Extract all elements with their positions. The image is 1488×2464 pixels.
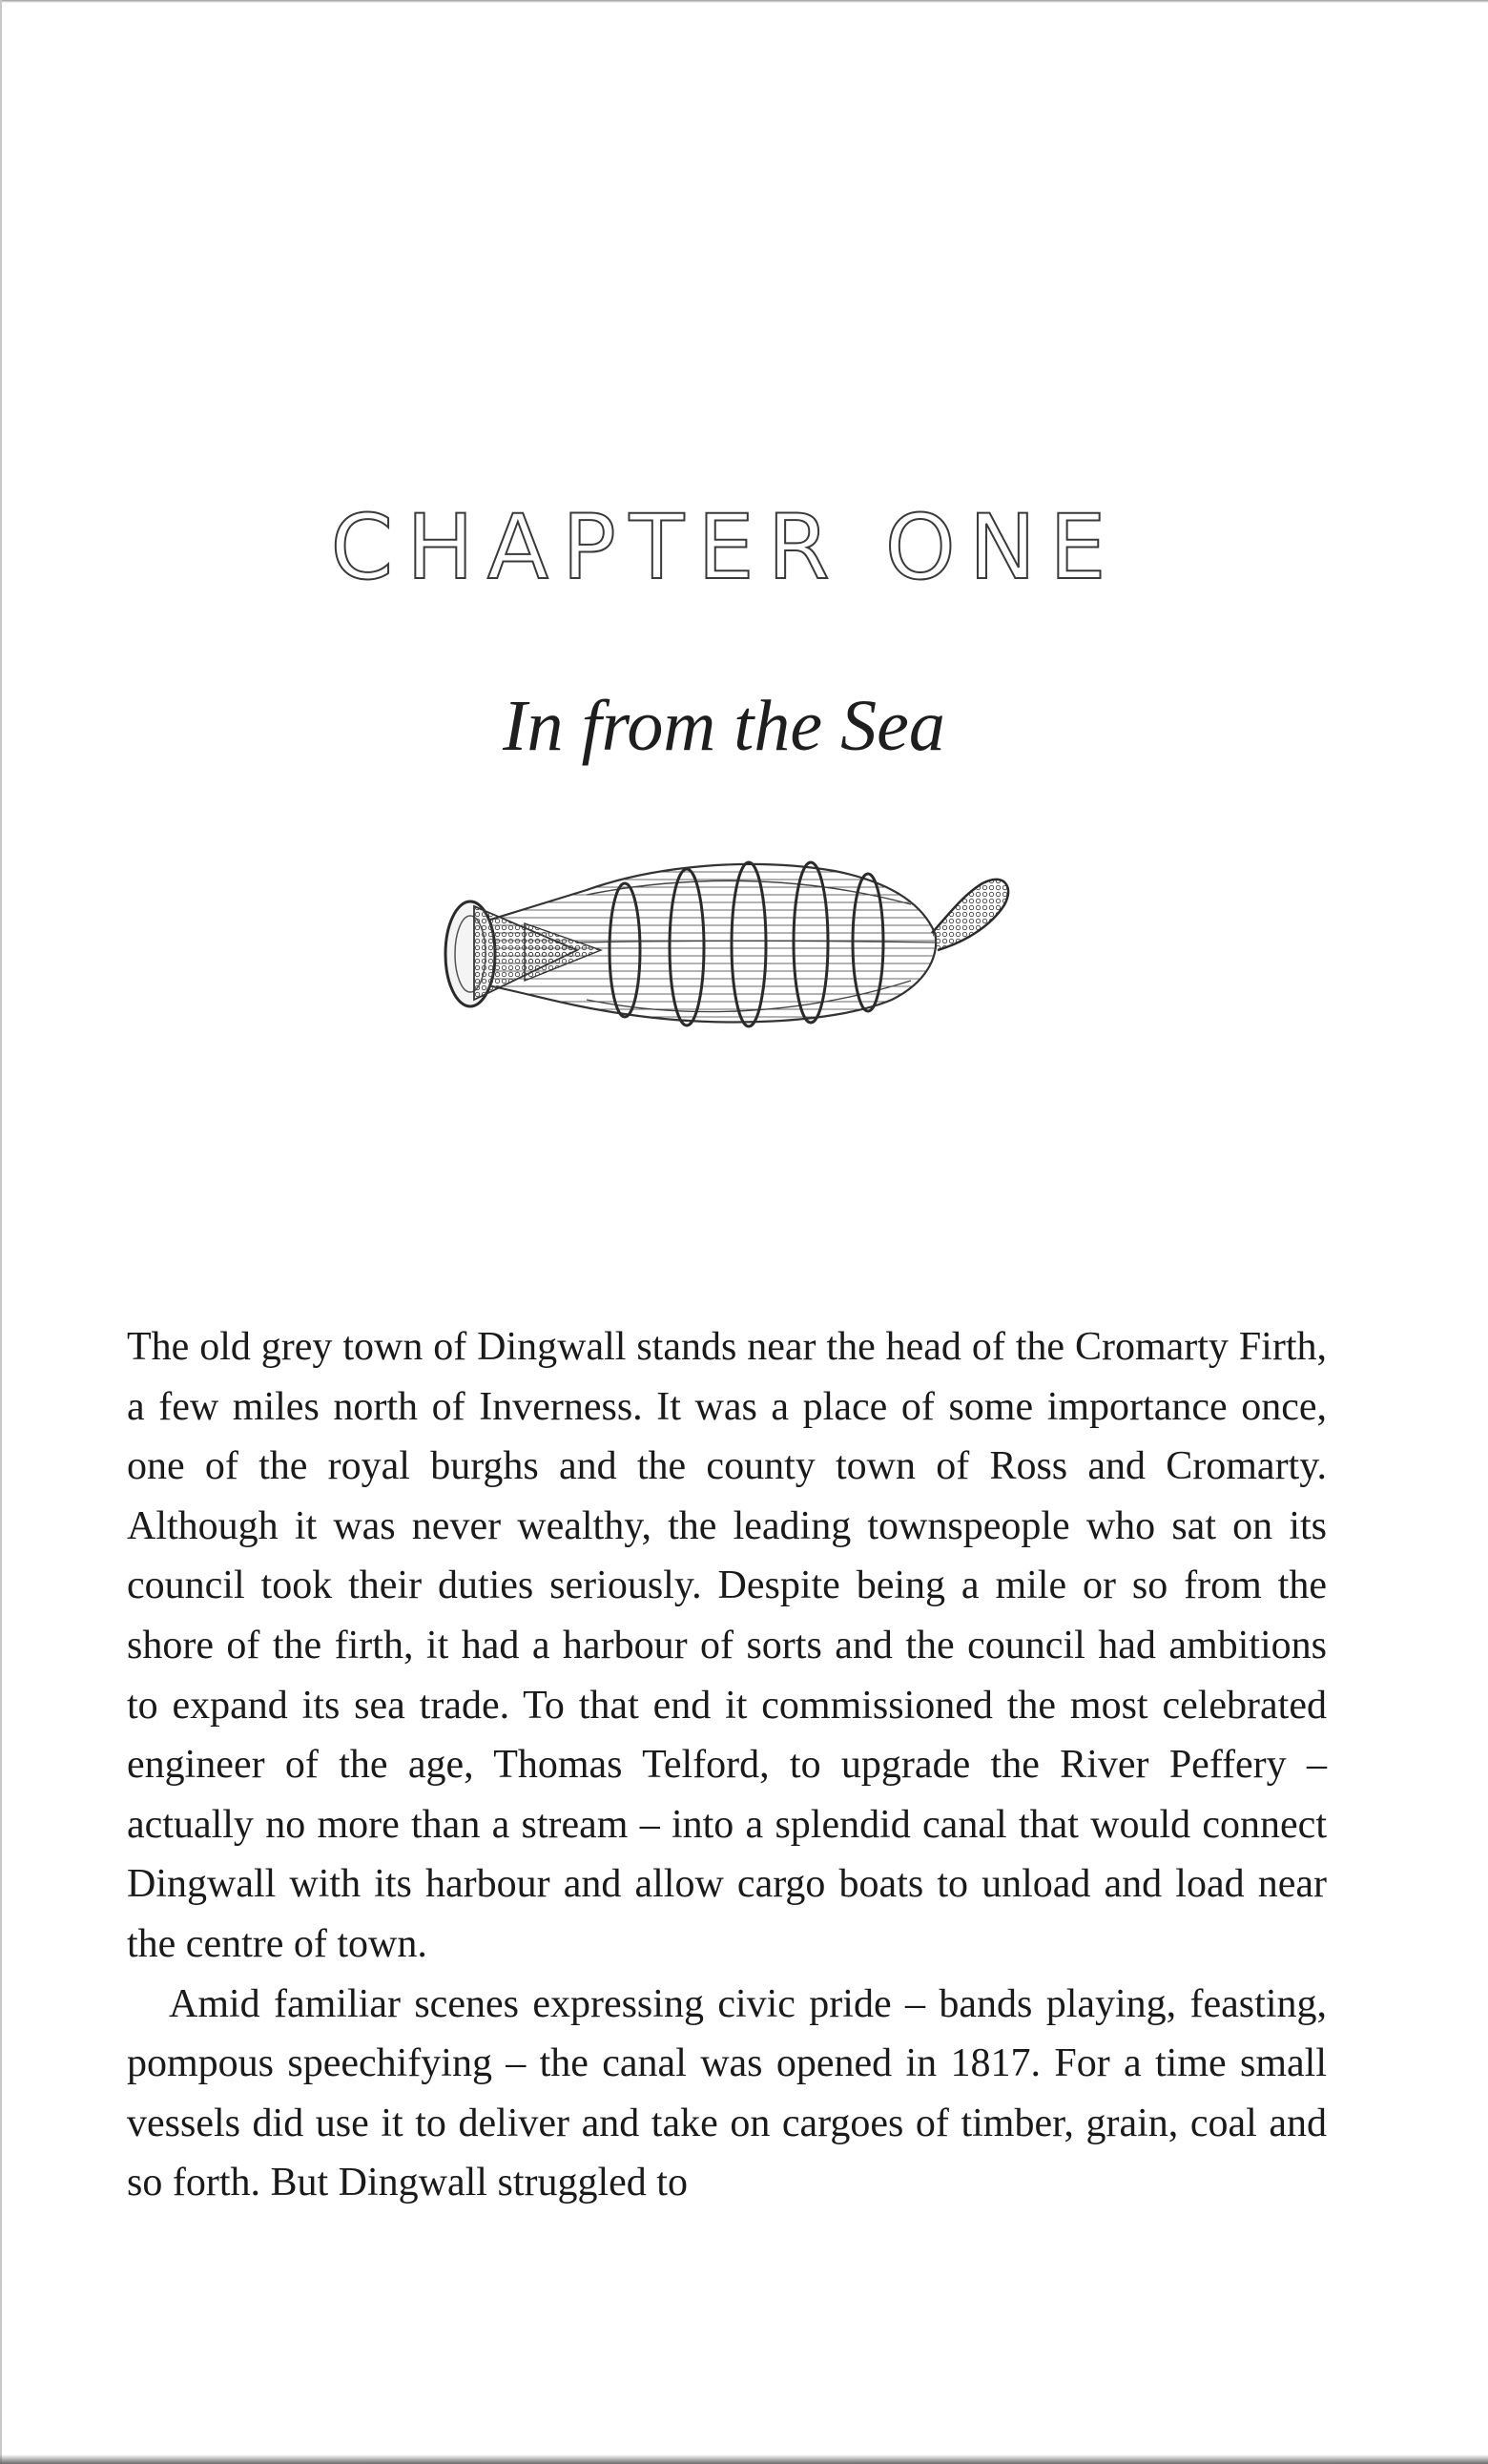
scan-edge-bottom [0, 2454, 1488, 2464]
paragraph: Amid familiar scenes expressing civic pride – bands playing, feasting, pompous speechifying – the canal was opened in 1817. For a time small vessels did use it to deliver and take on cargoes of timber, grain, coal and so forth. But Dingwall struggled to [127, 1981, 1327, 2205]
body-text [127, 1317, 1327, 2213]
chapter-subtitle: In from the Sea [503, 686, 945, 766]
chapter-heading: CHAPTER ONE [330, 496, 1120, 600]
fish-trap-icon [434, 838, 1016, 1057]
paragraph: The old grey town of Dingwall stands near the head of the Cromarty Firth, a few miles north of Inverness. It was a place of some importance once, one of the royal burghs and the county town of Ross and Cromarty. Although it was never wealthy, the leading townspeople who sat on its council took their duties seriously. Despite being a mile or so from the shore of the firth, it had a harbour of sorts and the council had ambitions to expand its sea trade. To that end it commissioned the most celebrated engineer of the age, Thomas Telford, to upgrade the River Peffery – actually no more than a stream – into a splendid canal that would connect Dingwall with its harbour and allow cargo boats to unload and load near the centre of town. [127, 1325, 1327, 1966]
